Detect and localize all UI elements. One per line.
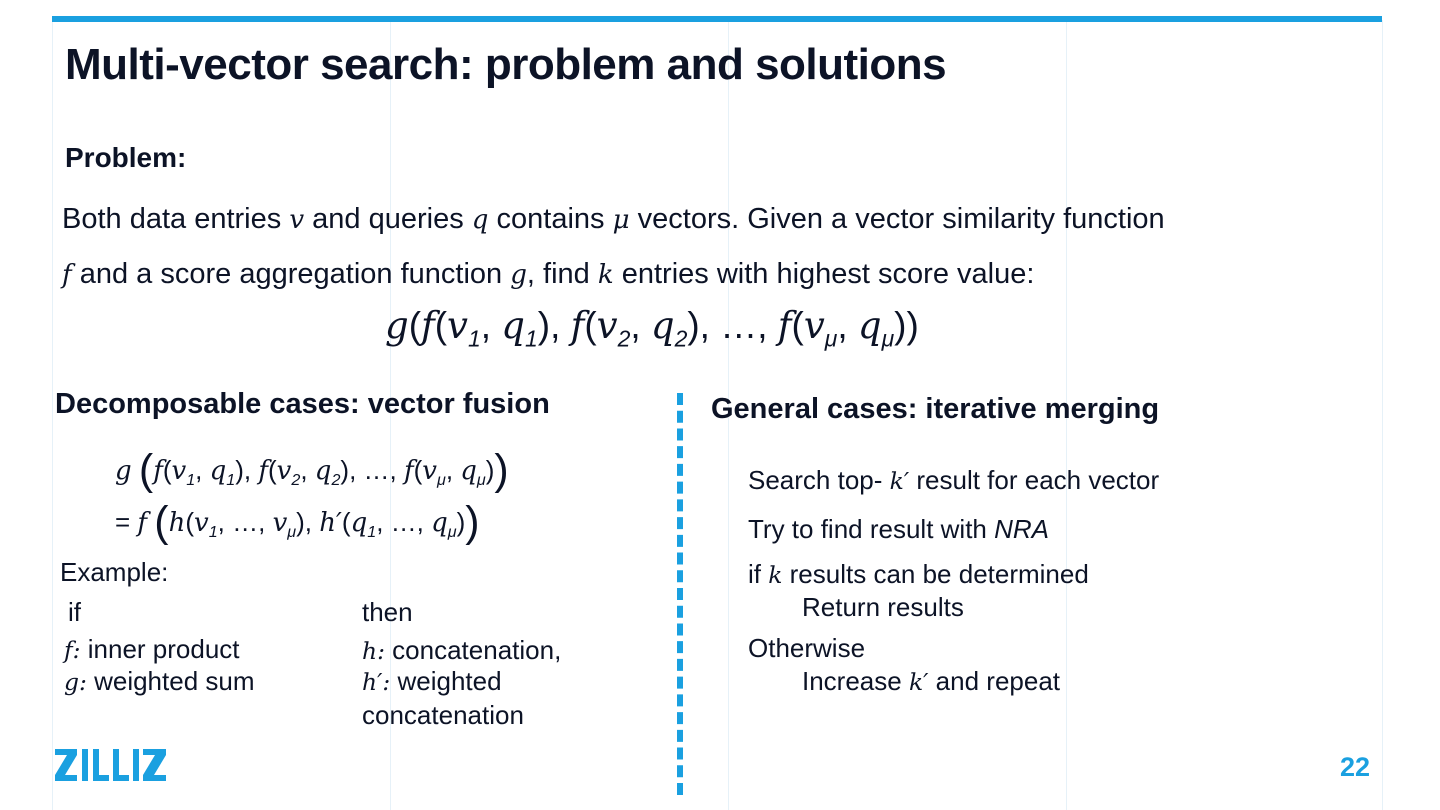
problem-text: entries with highest score value: bbox=[613, 258, 1035, 290]
example-f: f: inner product bbox=[64, 634, 240, 664]
score-equation: $g(f(v_1$, $q_1$), $f(v_2$, $q_2$), …, $f(v_\mu$, $q_\mu$)) bbox=[385, 304, 919, 352]
math-mu: μ bbox=[612, 205, 630, 235]
slide-title: Multi-vector search: problem and solutions bbox=[65, 40, 947, 89]
example-label: Example: bbox=[60, 557, 169, 587]
page-number: 22 bbox=[1340, 752, 1371, 782]
math-q: q bbox=[471, 205, 489, 235]
problem-text: and a score aggregation function bbox=[71, 258, 511, 290]
fusion-equation-line-1: g ($f(v_1$, $q_1$), $f(v_2$, $q_2$), …, $f(v_\mu$, $q_\mu$)) bbox=[115, 446, 509, 494]
example-h: h: concatenation, bbox=[362, 635, 562, 665]
problem-text: Both data entries bbox=[62, 203, 290, 235]
step-return-results: Return results bbox=[802, 592, 964, 622]
accent-bar bbox=[52, 16, 1382, 22]
then-label: then bbox=[362, 597, 413, 627]
column-divider bbox=[677, 393, 683, 795]
math-f: f bbox=[62, 260, 72, 290]
problem-text: contains bbox=[488, 203, 613, 235]
step-search-topk: Search top- k′ result for each vector bbox=[748, 465, 1160, 495]
example-hprime: h′: weighted bbox=[362, 666, 502, 696]
problem-text: vectors. Given a vector similarity function bbox=[629, 203, 1165, 235]
problem-text: and queries bbox=[304, 203, 472, 235]
math-k: k bbox=[597, 260, 614, 290]
example-g: g: weighted sum bbox=[64, 666, 255, 696]
step-if-determined: if k results can be determined bbox=[748, 559, 1089, 589]
step-try-nra: Try to find result with NRA bbox=[748, 514, 1050, 544]
math-g: g bbox=[510, 260, 527, 290]
problem-heading: Problem: bbox=[65, 142, 187, 173]
math-v: v bbox=[289, 205, 305, 235]
problem-text: , find bbox=[526, 258, 598, 290]
step-increase-k: Increase k′ and repeat bbox=[802, 666, 1061, 696]
general-heading: General cases: iterative merging bbox=[711, 393, 1160, 425]
zilliz-logo bbox=[55, 749, 167, 786]
fusion-equation-line-2: = f ($h(v_1$, …, $v_\mu$), $h'(q_1$, …, $q_\mu$)) bbox=[115, 498, 480, 546]
if-label: if bbox=[68, 597, 81, 627]
example-hprime-cont: concatenation bbox=[362, 700, 524, 730]
step-otherwise: Otherwise bbox=[748, 633, 866, 663]
problem-statement bbox=[62, 192, 1372, 302]
decomposable-heading: Decomposable cases: vector fusion bbox=[55, 388, 550, 420]
